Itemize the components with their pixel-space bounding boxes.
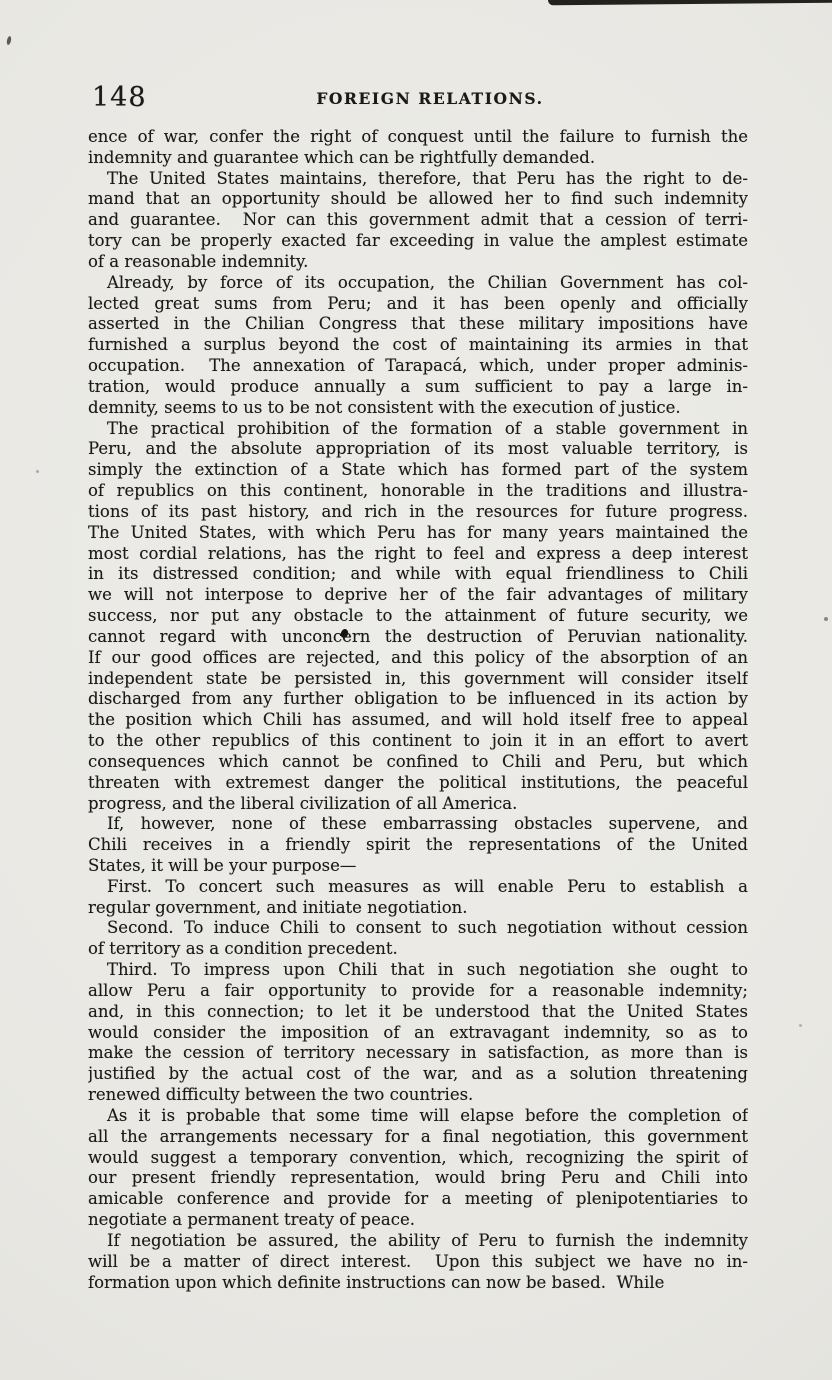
scan-speck [36,470,39,473]
text-line: we will not interpose to deprive her of the fair advantages of military [88,585,748,605]
text-line: Third. To impress upon Chili that in such negotiation she ought to [107,960,748,980]
text-line: our present friendly representation, would bring Peru and Chili into [88,1168,748,1188]
text-line: discharged from any further obligation to be influenced in its action by [88,689,748,709]
page-body [88,127,748,1293]
paragraph [88,273,748,419]
text-line: indemnity and guarantee which can be rightfully demanded. [88,147,596,167]
text-line: would consider the imposition of an extravagant indemnity, so as to [88,1022,748,1042]
text-line: tions of its past history, and rich in the resources for future progress. [88,501,748,521]
running-header-title: FOREIGN RELATIONS. [316,89,544,108]
paragraph [88,419,748,815]
text-line: As it is probable that some time will elapse before the completion of [107,1105,748,1125]
text-line: independent state be persisted in, this government will consider itself [88,668,748,688]
text-line: lected great sums from Peru; and it has been openly and officially [88,293,748,313]
text-line: mand that an opportunity should be allowed her to find such indemnity [88,189,748,209]
text-line: Peru, and the absolute appropriation of its most valuable territory, is [88,439,748,459]
text-line: States, it will be your purpose— [88,855,357,875]
text-line: formation upon which definite instructions can now be based. While [88,1272,665,1292]
text-line: success, nor put any obstacle to the attainment of future security, we [88,606,748,626]
text-line: ence of war, confer the right of conquest until the failure to furnish the [88,127,748,146]
text-line: consequences which cannot be confined to Chili and Peru, but which [88,751,748,771]
text-line: The United States, with which Peru has for many years maintained the [88,522,748,542]
paragraph [88,1106,748,1231]
text-line: If our good offices are rejected, and this policy of the absorption of an [88,647,748,667]
paragraph [88,960,748,1106]
text-line: tration, would produce annually a sum sufficient to pay a large in- [88,376,748,396]
text-line: If, however, none of these embarrassing obstacles supervene, and [107,814,748,834]
text-line: all the arrangements necessary for a final negotiation, this government [88,1126,748,1146]
text-line: in its distressed condition; and while with equal friendliness to Chili [88,564,748,584]
text-line: of a reasonable indemnity. [88,251,309,271]
scan-speck [6,36,12,46]
text-line: progress, and the liberal civilization of all America. [88,793,518,813]
running-head [88,82,748,114]
text-line: make the cession of territory necessary in satisfaction, as more than is [88,1043,748,1063]
text-line: Second. To induce Chili to consent to such negotiation without cession [107,918,748,938]
text-line: occupation. The annexation of Tarapacá, which, under proper adminis- [88,356,748,376]
text-line: Already, by force of its occupation, the Chilian Government has col- [107,272,748,292]
text-line: amicable conference and provide for a meeting of plenipotentiaries to [88,1189,748,1209]
text-line: justified by the actual cost of the war, and as a solution threatening [88,1064,748,1084]
text-line: and, in this connection; to let it be understood that the United States [88,1001,748,1021]
scan-speck [824,617,828,621]
text-line: asserted in the Chilian Congress that these military impositions have [88,314,748,334]
scan-edge-artifact [548,0,832,5]
text-line: the position which Chili has assumed, and will hold itself free to appeal [88,710,748,730]
scan-speck [799,1024,802,1027]
text-line: First. To concert such measures as will enable Peru to establish a [107,876,748,896]
text-line: allow Peru a fair opportunity to provide for a reasonable indemnity; [88,980,748,1000]
text-line: would suggest a temporary convention, which, recognizing the spirit of [88,1147,748,1167]
text-line: simply the extinction of a State which has formed part of the system [88,460,748,480]
text-line: of territory as a condition precedent. [88,939,398,959]
text-line: will be a matter of direct interest. Upon this subject we have no in- [88,1251,748,1271]
text-line: The United States maintains, therefore, that Peru has the right to de- [107,168,748,188]
text-line: most cordial relations, has the right to feel and express a deep interest [88,543,748,563]
text-line: The practical prohibition of the formation of a stable government in [107,418,748,438]
text-line: of republics on this continent, honorable in the traditions and illustra- [88,481,748,501]
text-line: negotiate a permanent treaty of peace. [88,1210,415,1230]
paragraph [88,814,748,876]
text-line: demnity, seems to us to be not consistent with the execution of justice. [88,397,681,417]
text-line: regular government, and initiate negotiation. [88,897,468,917]
text-line: If negotiation be assured, the ability of Peru to furnish the indemnity [107,1230,748,1250]
text-line: cannot regard with unconcern the destruction of Peruvian nationality. [88,626,748,646]
text-line: renewed difficulty between the two countries. [88,1085,474,1105]
text-line: and guarantee. Nor can this government admit that a cession of terri- [88,210,748,230]
page-number: 148 [92,82,147,113]
text-line: threaten with extremest danger the political institutions, the peaceful [88,772,748,792]
paragraph [88,1231,748,1293]
text-line: to the other republics of this continent to join it in an effort to avert [88,731,748,751]
text-line: tory can be properly exacted far exceeding in value the amplest estimate [88,231,748,251]
text-line: furnished a surplus beyond the cost of maintaining its armies in that [88,335,748,355]
paragraph [88,169,748,273]
paragraph [88,918,748,960]
text-line: Chili receives in a friendly spirit the representations of the United [88,835,748,855]
paragraph [88,877,748,919]
paragraph [88,127,748,169]
